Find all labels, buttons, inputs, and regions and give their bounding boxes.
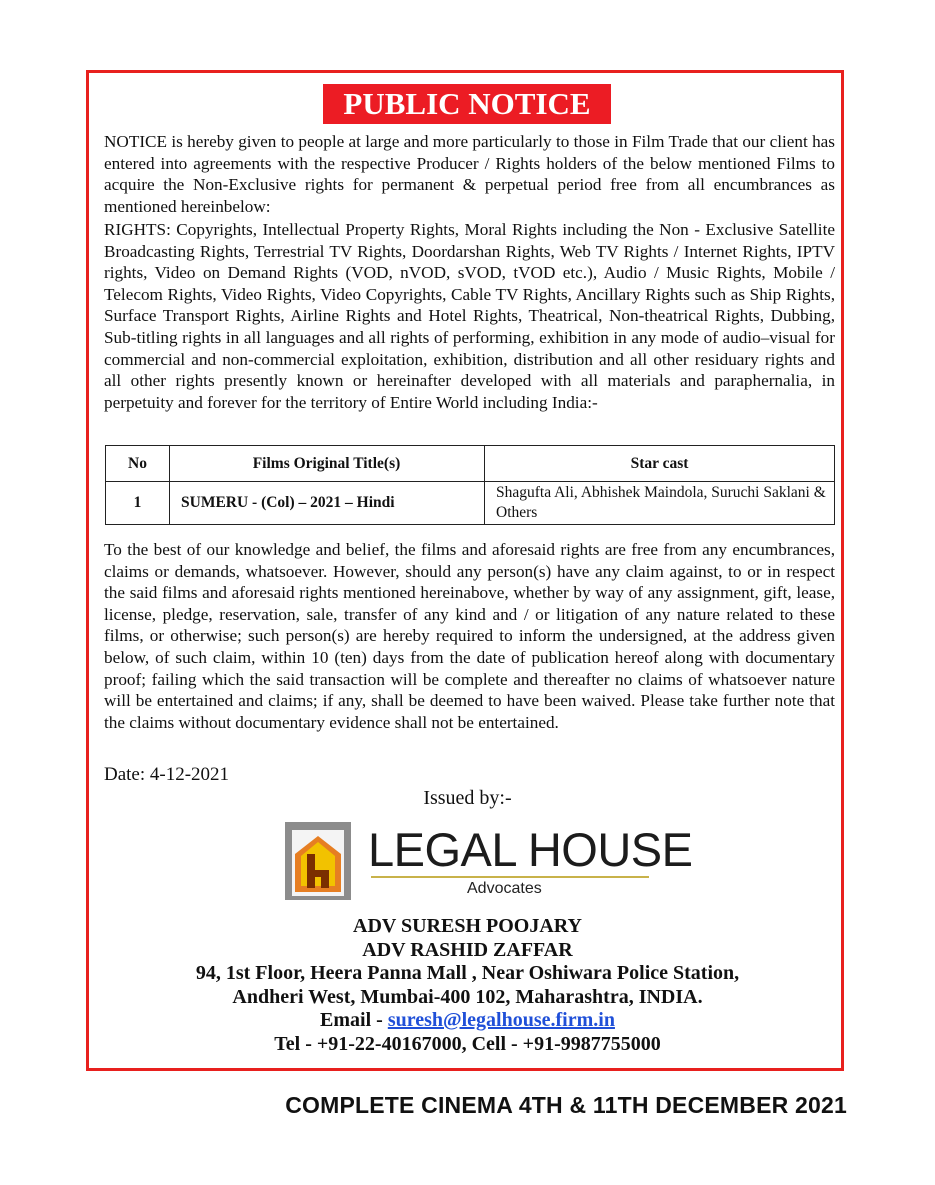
notice-title: PUBLIC NOTICE xyxy=(323,84,611,124)
house-logo-icon xyxy=(283,820,355,902)
rights-paragraph: RIGHTS: Copyrights, Intellectual Property Rights, Moral Rights including the Non - Exclusive Satellite Broadcasting Rights, Terrestrial TV Rights, Doordarshan Rights, Web TV Rights / Internet Rights, IPTV rights, Video on Demand Rights (VOD, nVOD, sVOD, tVOD etc.), Audio / Music Rights, Mobile / Telecom Rights, Video Rights, Video Copyrights, Cable TV Rights, Ancillary Rights such as Ship Rights, Surface Transport Rights, Airline Rights and Hotel Rights, Theatrical, Non-theatrical Rights, Dubbing, Sub-titling rights in all languages and all rights of performing, exhibition in any mode of audio–visual for commercial and non-commercial exploitation, exhibition, distribution and all other residuary rights and all other rights presently known or hereinafter developed with all materials and paraphernalia, in perpetuity and forever for the territory of Entire World including India:- xyxy=(104,220,835,412)
advocate-name-2: ADV RASHID ZAFFAR xyxy=(362,938,573,961)
film-number: 1 xyxy=(106,482,170,525)
logo-subtitle: Advocates xyxy=(467,880,542,897)
email-line xyxy=(0,1009,935,1033)
address-line-2: Andheri West, Mumbai-400 102, Maharashtra, INDIA. xyxy=(232,985,703,1008)
films-table xyxy=(105,445,835,525)
intro-paragraph: NOTICE is hereby given to people at large and more particularly to those in Film Trade that our client has entered into agreements with the respective Producer / Rights holders of the below mentioned Films to acquire the Non-Exclusive rights for permanent & perpetual period free from all encumbrances as mentioned hereinbelow: xyxy=(104,132,835,216)
address-line-1: 94, 1st Floor, Heera Panna Mall , Near Oshiwara Police Station, xyxy=(195,962,740,984)
advocate-name-1: ADV SURESH POOJARY xyxy=(353,915,582,937)
column-header-no: No xyxy=(106,446,170,482)
contact-block xyxy=(0,915,935,1056)
film-cast: Shagufta Ali, Abhishek Maindola, Suruchi Saklani & Others xyxy=(485,482,835,525)
email-link[interactable]: suresh@legalhouse.firm.in xyxy=(387,1009,615,1031)
issued-by: Issued by:- xyxy=(423,787,512,809)
phone-line: Tel - +91-22-40167000, Cell - +91-9987755000 xyxy=(274,1032,661,1055)
column-header-cast: Star cast xyxy=(485,446,835,482)
notice-date: Date: 4-12-2021 xyxy=(104,764,230,785)
claims-paragraph: To the best of our knowledge and belief, the films and aforesaid rights are free from any encumbrances, claims or demands, whatsoever. However, should any person(s) have any claim against, to or in respect the said films and aforesaid rights mentioned hereinabove, whether by way of any assignment, gift, lease, license, pledge, reservation, sale, transfer of any kind and / or litigation of any nature related to these films, or otherwise; such person(s) are hereby required to inform the undersigned, at the address given below, of such claim, within 10 (ten) days from the date of publication hereof along with documentary proof; failing which the said transaction will be complete and thereafter no claims of whatsoever nature will be entertained and claims; if any, shall be deemed to have been waived. Please take further note that the claims without documentary evidence shall not be entertained. xyxy=(104,540,835,732)
logo-divider xyxy=(371,876,649,878)
film-title: SUMERU - (Col) – 2021 – Hindi xyxy=(170,482,485,525)
email-label: Email - xyxy=(320,1009,388,1031)
legal-house-logo xyxy=(283,818,693,908)
table-row xyxy=(106,482,835,525)
table-header-row xyxy=(106,446,835,482)
logo-wordmark: LEGAL HOUSE xyxy=(368,823,693,876)
footer-caption: COMPLETE CINEMA 4TH & 11TH DECEMBER 2021 xyxy=(285,1092,847,1118)
column-header-title: Films Original Title(s) xyxy=(170,446,485,482)
